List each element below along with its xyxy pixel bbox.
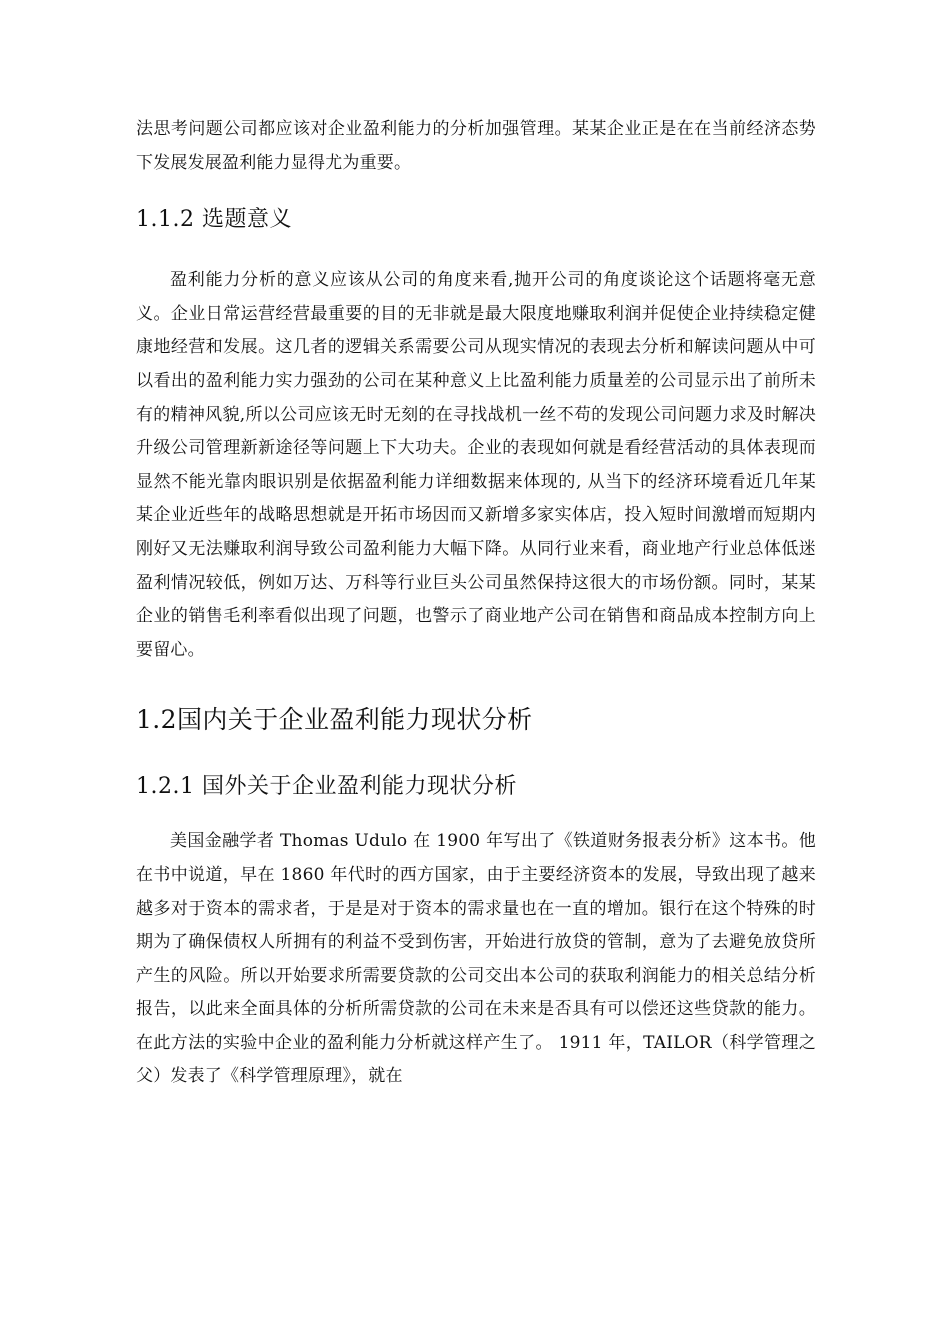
section-1-2-1-heading: 1.2.1 国外关于企业盈利能力现状分析 xyxy=(136,774,517,800)
section-1-1-2-paragraph: 盈利能力分析的意义应该从公司的角度来看,抛开公司的角度谈论这个话题将毫无意义。企业日常运营经营最重要的目的无非就是最大限度地赚取利润并促使企业持续稳定健康地经营和发展。这几者的逻辑关系需要公司从现实情况的表现去分析和解读问题从中可以看出的盈利能力实力强劲的公司在某种意义上比盈利能力质量差的公司显示出了前所未有的精神风貌,所以公司应该无时无刻的在寻找战机一丝不苟的发现公司问题力求及时解决升级公司管理新新途径等问题上下大功夫。企业的表现如何就是看经营活动的具体表现而显然不能光靠肉眼识别是依据盈利能力详细数据来体现的, 从当下的经济环境看近几年某某企业近些年的战略思想就是开拓市场因而又新增多家实体店，投入短时间激增而短期内刚好又无法赚取利润导致公司盈利能力大幅下降。从同行业来看，商业地产行业总体低迷盈利情况较低，例如万达、万科等行业巨头公司虽然保持这很大的市场份额。同时，某某企业的销售毛利率看似出现了问题，也警示了商业地产公司在销售和商品成本控制方向上要留心。 xyxy=(136,270,816,660)
page-content xyxy=(136,113,816,1094)
section-1-2-1-paragraph: 美国金融学者 Thomas Udulo 在 1900 年写出了《铁道财务报表分析》这本书。他在书中说道，早在 1860 年代时的西方国家，由于主要经济资本的发展，导致出现了越来越多对于资本的需求者，于是是对于资本的需求量也在一直的增加。银行在这个特殊的时期为了确保债权人所拥有的利益不受到伤害，开始进行放贷的管制，意为了去避免放贷所产生的风险。所以开始要求所需要贷款的公司交出本公司的获取利润能力的相关总结分析报告，以此来全面具体的分析所需贷款的公司在未来是否具有可以偿还这些贷款的能力。在此方法的实验中企业的盈利能力分析就这样产生了。 1911 年，TAILOR（科学管理之父）发表了《科学管理原理》，就在 xyxy=(136,831,816,1087)
intro-paragraph: 法思考问题公司都应该对企业盈利能力的分析加强管理。某某企业正是在在当前经济态势下发展发展盈利能力显得尤为重要。 xyxy=(136,119,816,173)
section-1-2-heading: 1.2国内关于企业盈利能力现状分析 xyxy=(136,705,533,735)
section-1-1-2-heading: 1.1.2 选题意义 xyxy=(136,207,292,233)
